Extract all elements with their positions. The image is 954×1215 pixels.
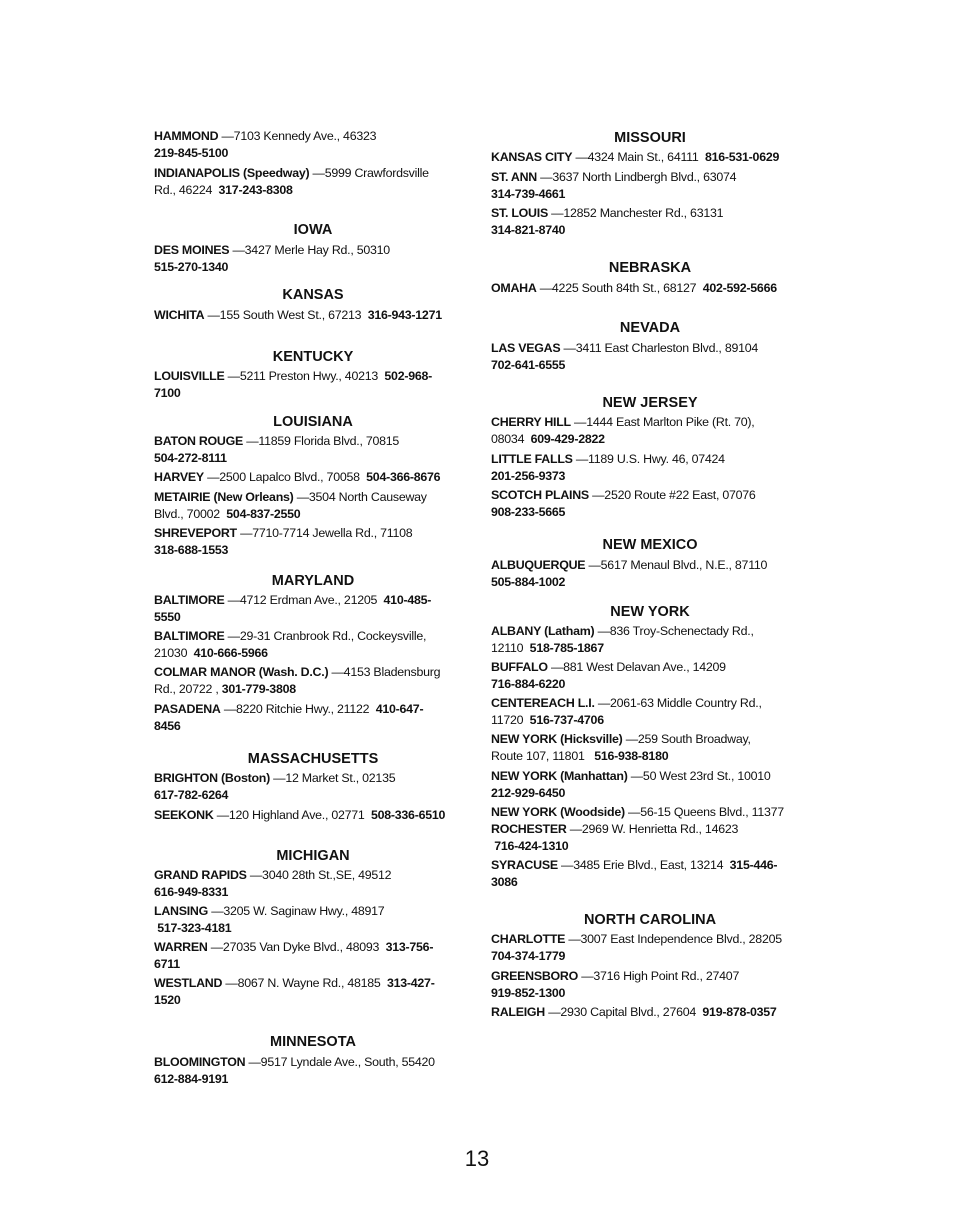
- store-entry: [154, 368, 472, 402]
- address: 4324 Main St., 64111: [587, 150, 699, 164]
- store-entry: [154, 867, 472, 901]
- city-name: LAS VEGAS: [491, 341, 561, 355]
- city-name: RALEIGH: [491, 1005, 546, 1019]
- phone-number: 410-647- 8456: [154, 702, 424, 733]
- phone-number: 716-884-6220: [491, 677, 566, 691]
- state-heading: NEW MEXICO: [602, 537, 698, 553]
- address: 2930 Capital Blvd., 27604: [560, 1005, 697, 1019]
- city-name: ST. LOUIS: [491, 206, 548, 220]
- city-name: SCOTCH PLAINS: [491, 488, 589, 502]
- phone-number: 518-785-1867: [529, 641, 604, 655]
- store-entry: [154, 1054, 472, 1088]
- store-entry: [491, 149, 809, 166]
- phone-number: 517-323-4181: [157, 921, 232, 935]
- store-entry: [154, 903, 472, 937]
- store-entry: [491, 931, 809, 965]
- phone-number: 502-968- 7100: [154, 369, 433, 400]
- store-entry: [491, 968, 809, 1002]
- phone-number: 201-256-9373: [491, 469, 566, 483]
- phone-number: 504-272-8111: [154, 451, 227, 465]
- store-entry: [491, 280, 809, 297]
- phone-number: 313-756- 6711: [154, 940, 434, 971]
- city-name: SHREVEPORT: [154, 526, 237, 540]
- phone-number: 410-666-5966: [193, 646, 268, 660]
- store-entry: [154, 975, 472, 1009]
- phone-number: 505-884-1002: [491, 575, 566, 589]
- address: 881 West Delavan Ave., 14209: [563, 660, 726, 674]
- store-entry: [154, 128, 472, 162]
- phone-number: 716-424-1310: [494, 839, 569, 853]
- address: 2500 Lapalco Blvd., 70058: [219, 470, 360, 484]
- store-entry: [154, 939, 472, 973]
- store-entry: [154, 807, 472, 824]
- city-name: HARVEY: [154, 470, 204, 484]
- address: 1189 U.S. Hwy. 46, 07424: [588, 452, 725, 466]
- address: 4712 Erdman Ave., 21205: [239, 593, 378, 607]
- store-entry: [491, 205, 809, 239]
- address: 5211 Preston Hwy., 40213: [239, 369, 379, 383]
- state-heading: KANSAS: [282, 287, 344, 303]
- address: 7103 Kennedy Ave., 46323: [233, 129, 377, 143]
- store-entry: [491, 804, 809, 821]
- state-heading: MINNESOTA: [270, 1034, 356, 1050]
- store-entry: [491, 340, 809, 374]
- city-name: NEW YORK (Hicksville): [491, 732, 623, 746]
- address: 120 Highland Ave., 02771: [228, 808, 365, 822]
- phone-number: 516-938-8180: [594, 749, 669, 763]
- phone-number: 314-739-4661: [491, 187, 566, 201]
- city-name: WESTLAND: [154, 976, 223, 990]
- city-name: BALTIMORE: [154, 629, 225, 643]
- city-name: HAMMOND: [154, 129, 219, 143]
- phone-number: 402-592-5666: [702, 281, 777, 295]
- address: 50 West 23rd St., 10010: [642, 769, 771, 783]
- store-entry: CHERRY HILL — 1444 East Marlton Pike (Rt. 70), 08034 609-429-2822: [491, 414, 809, 448]
- city-name: BUFFALO: [491, 660, 548, 674]
- page-number: 13: [464, 1146, 490, 1171]
- city-name: WARREN: [154, 940, 208, 954]
- store-entry: COLMAR MANOR (Wash. D.C.) — 4153 Bladensburg Rd., 20722 , 301-779-3808: [154, 664, 472, 698]
- phone-number: 609-429-2822: [530, 432, 605, 446]
- address: 3427 Merle Hay Rd., 50310: [244, 243, 390, 257]
- state-heading: KENTUCKY: [272, 349, 354, 365]
- address: 27035 Van Dyke Blvd., 48093: [222, 940, 380, 954]
- store-entry: [491, 659, 809, 693]
- city-name: OMAHA: [491, 281, 537, 295]
- phone-number: 315-446- 3086: [491, 858, 778, 889]
- store-entry: [491, 557, 809, 591]
- phone-number: 919-852-1300: [491, 986, 566, 1000]
- store-entry: [491, 1004, 809, 1021]
- address: 3637 North Lindbergh Blvd., 63074: [552, 170, 737, 184]
- phone-number: 301-779-3808: [221, 682, 296, 696]
- store-entry: [491, 821, 809, 855]
- address: 8067 N. Wayne Rd., 48185: [237, 976, 381, 990]
- city-name: ALBUQUERQUE: [491, 558, 586, 572]
- phone-number: 410-485- 5550: [154, 593, 432, 624]
- phone-number: 616-949-8331: [154, 885, 229, 899]
- store-entry: CENTEREACH L.I. — 2061-63 Middle Country Rd., 11720 516-737-4706: [491, 695, 809, 729]
- phone-number: 504-837-2550: [226, 507, 301, 521]
- store-entry: ALBANY (Latham) — 836 Troy-Schenectady Rd., 12110 518-785-1867: [491, 623, 809, 657]
- city-name: INDIANAPOLIS (Speedway): [154, 166, 310, 180]
- address: 3040 28th St.,SE, 49512: [262, 868, 392, 882]
- state-heading: MISSOURI: [614, 130, 686, 146]
- store-entry: [491, 857, 809, 891]
- address: 9517 Lyndale Ave., South, 55420: [260, 1055, 435, 1069]
- phone-number: 219-845-5100: [154, 146, 229, 160]
- city-name: LOUISVILLE: [154, 369, 225, 383]
- city-name: ALBANY (Latham): [491, 624, 595, 638]
- state-heading: MARYLAND: [271, 573, 355, 589]
- city-name: CHERRY HILL: [491, 415, 571, 429]
- state-heading: NEVADA: [619, 320, 681, 336]
- city-name: GREENSBORO: [491, 969, 578, 983]
- phone-number: 704-374-1779: [491, 949, 566, 963]
- address: 155 South West St., 67213: [219, 308, 362, 322]
- state-heading: LOUISIANA: [273, 414, 353, 430]
- phone-number: 212-929-6450: [491, 786, 566, 800]
- city-name: BRIGHTON (Boston): [154, 771, 270, 785]
- store-entry: NEW YORK (Hicksville) — 259 South Broadway, Route 107, 11801 516-938-8180: [491, 731, 809, 765]
- city-name: BLOOMINGTON: [154, 1055, 246, 1069]
- address: 4225 South 84th St., 68127: [551, 281, 697, 295]
- store-entry: [154, 307, 472, 324]
- store-entry: [154, 242, 472, 276]
- phone-number: 919-878-0357: [702, 1005, 777, 1019]
- city-name: METAIRIE (New Orleans): [154, 490, 294, 504]
- store-entry: [491, 768, 809, 802]
- state-heading: MASSACHUSETTS: [247, 751, 379, 767]
- address: 8220 Ritchie Hwy., 21122: [235, 702, 370, 716]
- store-entry: [154, 433, 472, 467]
- city-name: NEW YORK (Manhattan): [491, 769, 628, 783]
- state-heading: MICHIGAN: [276, 848, 350, 864]
- state-heading: NEW YORK: [610, 604, 690, 620]
- phone-number: 515-270-1340: [154, 260, 229, 274]
- store-entry: [154, 701, 472, 735]
- city-name: GRAND RAPIDS: [154, 868, 247, 882]
- phone-number: 908-233-5665: [491, 505, 566, 519]
- phone-number: 516-737-4706: [529, 713, 604, 727]
- city-name: DES MOINES: [154, 243, 230, 257]
- store-entry: INDIANAPOLIS (Speedway) — 5999 Crawfordsville Rd., 46224 317-243-8308: [154, 165, 472, 199]
- phone-number: 504-366-8676: [366, 470, 441, 484]
- city-name: ST. ANN: [491, 170, 537, 184]
- city-name: CHARLOTTE: [491, 932, 566, 946]
- phone-number: 612-884-9191: [154, 1072, 229, 1086]
- state-heading: NORTH CAROLINA: [583, 912, 717, 928]
- city-name: BALTIMORE: [154, 593, 225, 607]
- phone-number: 314-821-8740: [491, 223, 566, 237]
- city-name: CENTEREACH L.I.: [491, 696, 595, 710]
- phone-number: 508-336-6510: [370, 808, 446, 822]
- store-entry: BALTIMORE — 29-31 Cranbrook Rd., Cockeysville, 21030 410-666-5966: [154, 628, 472, 662]
- address: 3485 Erie Blvd., East, 13214: [573, 858, 724, 872]
- city-name: LITTLE FALLS: [491, 452, 573, 466]
- city-name: SYRACUSE: [491, 858, 558, 872]
- store-entry: [491, 169, 809, 203]
- state-heading: NEBRASKA: [608, 260, 692, 276]
- address: 3205 W. Saginaw Hwy., 48917: [223, 904, 385, 918]
- city-name: WICHITA: [154, 308, 205, 322]
- phone-number: 702-641-6555: [491, 358, 566, 372]
- address: 3411 East Charleston Blvd., 89104: [575, 341, 759, 355]
- phone-number: 317-243-8308: [218, 183, 293, 197]
- address: 56-15 Queens Blvd., 11377: [640, 805, 784, 819]
- store-entry: [491, 451, 809, 485]
- phone-number: 313-427- 1520: [154, 976, 435, 1007]
- city-name: ROCHESTER: [491, 822, 567, 836]
- store-entry: METAIRIE (New Orleans) — 3504 North Causeway Blvd., 70002 504-837-2550: [154, 489, 472, 523]
- city-name: PASADENA: [154, 702, 221, 716]
- phone-number: 816-531-0629: [704, 150, 780, 164]
- address: 3007 East Independence Blvd., 28205: [580, 932, 782, 946]
- city-name: SEEKONK: [154, 808, 214, 822]
- store-entry: [491, 487, 809, 521]
- address: 12852 Manchester Rd., 63131: [563, 206, 724, 220]
- store-entry: [154, 469, 472, 486]
- city-name: NEW YORK (Woodside): [491, 805, 625, 819]
- city-name: LANSING: [154, 904, 209, 918]
- phone-number: 617-782-6264: [154, 788, 229, 802]
- store-entry: [154, 592, 472, 626]
- address: 3716 High Point Rd., 27407: [593, 969, 740, 983]
- store-entry: [154, 525, 472, 559]
- city-name: KANSAS CITY: [491, 150, 573, 164]
- address: 2520 Route #22 East, 07076: [604, 488, 756, 502]
- address: 5617 Menaul Blvd., N.E., 87110: [600, 558, 768, 572]
- address: 11859 Florida Blvd., 70815: [258, 434, 400, 448]
- state-heading: IOWA: [293, 222, 333, 238]
- phone-number: 316-943-1271: [367, 308, 442, 322]
- address: 2969 W. Henrietta Rd., 14623: [581, 822, 739, 836]
- city-name: BATON ROUGE: [154, 434, 244, 448]
- address: 7710-7714 Jewella Rd., 71108: [252, 526, 413, 540]
- address: 12 Market St., 02135: [285, 771, 396, 785]
- city-name: COLMAR MANOR (Wash. D.C.): [154, 665, 329, 679]
- state-heading: NEW JERSEY: [602, 395, 698, 411]
- phone-number: 318-688-1553: [154, 543, 229, 557]
- store-entry: [154, 770, 472, 804]
